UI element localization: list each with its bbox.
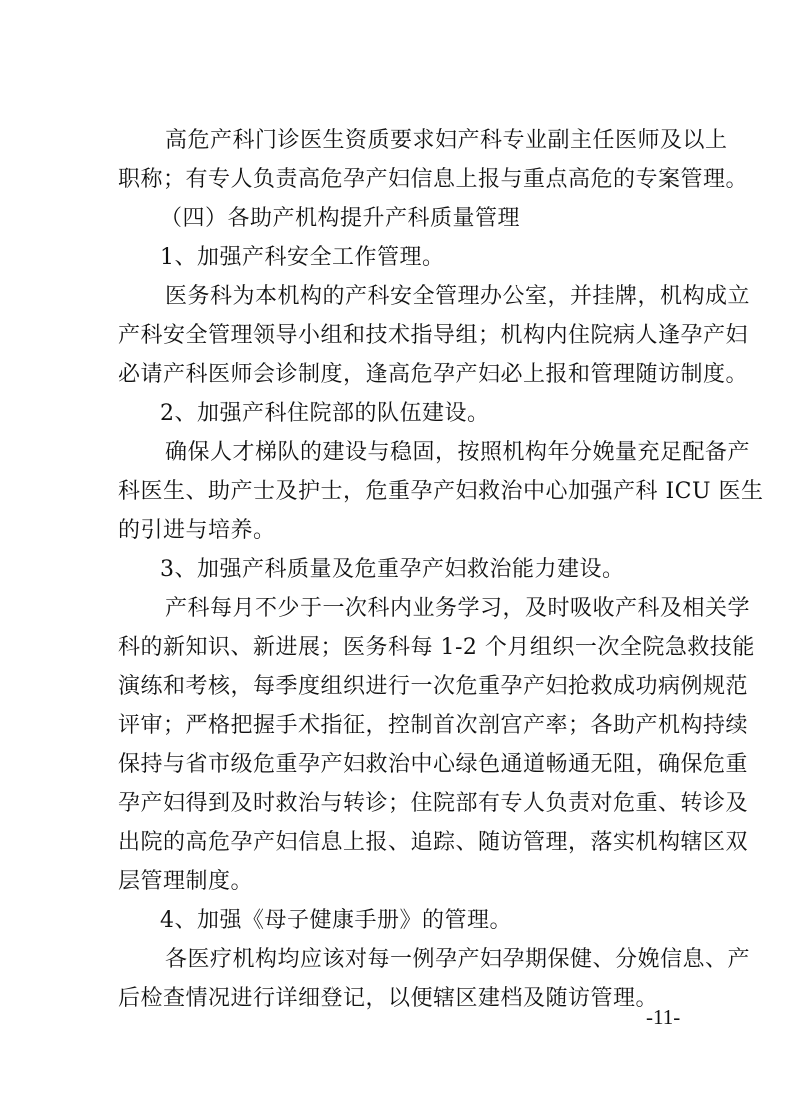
paragraph-line: 演练和考核，每季度组织进行一次危重孕产妇抢救成功病例规范 (118, 674, 749, 699)
subheading: 3、加强产科质量及危重孕产妇救治能力建设。 (160, 557, 625, 582)
paragraph-line: 孕产妇得到及时救治与转诊；住院部有专人负责对危重、转诊及 (118, 791, 749, 816)
paragraph-line: 出院的高危孕产妇信息上报、追踪、随访管理，落实机构辖区双 (118, 830, 749, 855)
paragraph-line: 层管理制度。 (118, 869, 254, 894)
section-heading: （四）各助产机构提升产科质量管理 (160, 206, 521, 231)
subheading: 1、加强产科安全工作管理。 (160, 245, 445, 270)
page-number: -11- (646, 1005, 681, 1029)
paragraph-line: 科医生、助产士及护士，危重孕产妇救治中心加强产科 ICU 医生 (118, 479, 764, 504)
paragraph-line: 医务科为本机构的产科安全管理办公室，并挂牌，机构成立 (165, 284, 751, 309)
paragraph-line: 高危产科门诊医生资质要求妇产科专业副主任医师及以上 (165, 128, 728, 153)
paragraph-line: 保持与省市级危重孕产妇救治中心绿色通道畅通无阻，确保危重 (118, 752, 749, 777)
paragraph-line: 确保人才梯队的建设与稳固，按照机构年分娩量充足配备产 (165, 440, 751, 465)
subheading: 4、加强《母子健康手册》的管理。 (160, 908, 512, 933)
paragraph-line: 科的新知识、新进展；医务科每 1-2 个月组织一次全院急救技能 (118, 635, 755, 660)
subheading: 2、加强产科住院部的队伍建设。 (160, 401, 490, 426)
paragraph-line: 职称；有专人负责高危孕产妇信息上报与重点高危的专案管理。 (118, 167, 749, 192)
paragraph-line: 后检查情况进行详细登记，以便辖区建档及随访管理。 (118, 986, 659, 1011)
paragraph-line: 产科安全管理领导小组和技术指导组；机构内住院病人逢孕产妇 (118, 323, 749, 348)
paragraph-line: 各医疗机构均应该对每一例孕产妇孕期保健、分娩信息、产 (165, 947, 751, 972)
paragraph-line: 必请产科医师会诊制度，逢高危孕产妇必上报和管理随访制度。 (118, 362, 749, 387)
paragraph-line: 的引进与培养。 (118, 518, 276, 543)
paragraph-line: 产科每月不少于一次科内业务学习，及时吸收产科及相关学 (165, 596, 751, 621)
paragraph-line: 评审；严格把握手术指征，控制首次剖宫产率；各助产机构持续 (118, 713, 749, 738)
